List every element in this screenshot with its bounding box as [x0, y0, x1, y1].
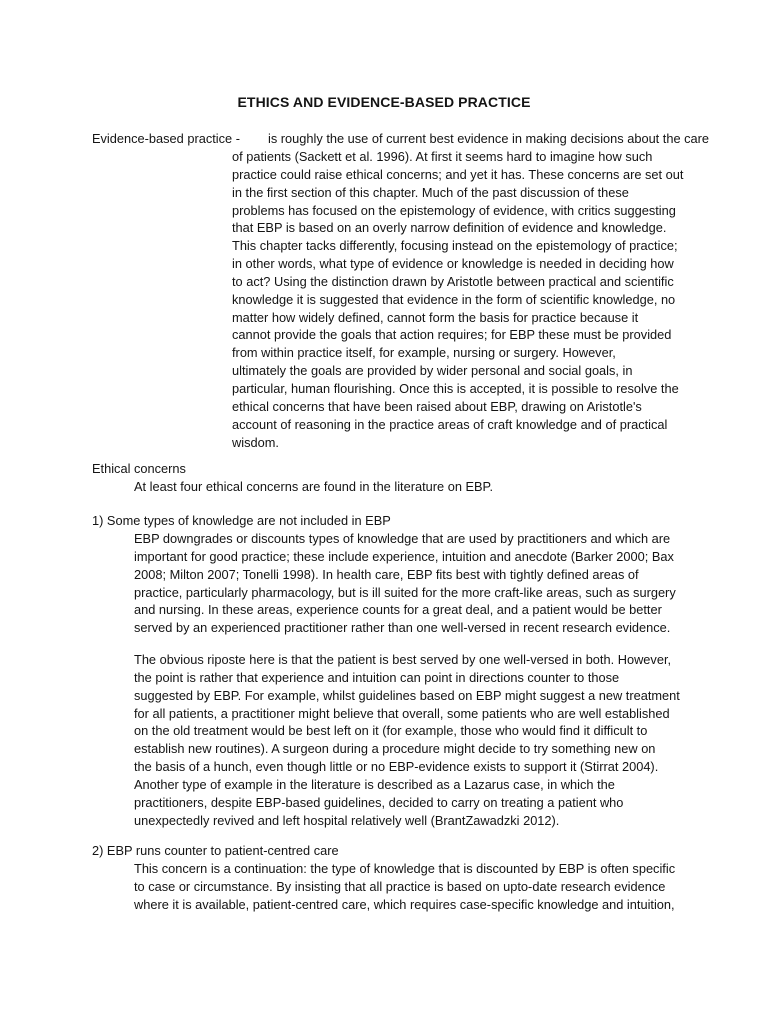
text-line: EBP downgrades or discounts types of knowledge that are used by practitioners and which are [134, 531, 671, 546]
text-line: in other words, what type of evidence or knowledge is needed in deciding how [232, 256, 674, 272]
section-heading-ethical-concerns: Ethical concerns [92, 461, 186, 476]
text-line: This concern is a continuation: the type of knowledge that is discounted by EBP is often specific [134, 861, 676, 876]
text-line: problems has focused on the epistemology of evidence, with critics suggesting [232, 202, 676, 218]
concern1-paragraph-1 [134, 530, 676, 637]
text-line: where it is available, patient-centred care, which requires case-specific knowledge and intuition, [134, 896, 675, 912]
text-line: the point is rather that experience and intuition can point in directions counter to those [134, 669, 620, 685]
text-line: ultimately the goals are provided by wider personal and social goals, in [232, 363, 633, 379]
text-line: important for good practice; these include experience, intuition and anecdote (Barker 2000; Bax [134, 548, 674, 564]
concern1-heading: 1) Some types of knowledge are not included in EBP [92, 513, 391, 528]
document-title: ETHICS AND EVIDENCE-BASED PRACTICE [237, 94, 531, 110]
text-line: to case or circumstance. By insisting that all practice is based on upto-date research evidence [134, 878, 666, 894]
text-line: practice, particularly pharmacology, but is ill suited for the more craft-like areas, such as surgery [134, 584, 676, 600]
text-line: and nursing. In these areas, experience counts for a great deal, and a patient would be better [134, 602, 662, 618]
section-ethical-text: At least four ethical concerns are found in the literature on EBP. [134, 479, 493, 494]
text-line: for all patients, a practitioner might believe that overall, some patients who are well established [134, 705, 670, 721]
text-line: the basis of a hunch, even though little or no EBP-evidence exists to support it (Stirrat 2004). [134, 759, 659, 775]
intro-paragraph [232, 148, 683, 451]
text-line: practice could raise ethical concerns; and yet it has. These concerns are set out [232, 166, 684, 182]
text-line: The obvious riposte here is that the patient is best served by one well-versed in both. However, [134, 652, 672, 667]
text-line: wisdom. [232, 434, 279, 450]
text-line: establish new routines). A surgeon during a procedure might decide to try something new on [134, 741, 656, 757]
text-line: unexpectedly revived and left hospital relatively well (BrantZawadzki 2012). [134, 812, 560, 828]
concern2-paragraph-1 [134, 860, 675, 914]
text-line: knowledge it is suggested that evidence in the form of scientific knowledge, no [232, 291, 676, 307]
text-line: suggested by EBP. For example, whilst guidelines based on EBP might suggest a new treatment [134, 687, 680, 703]
text-line: particular, human flourishing. Once this is accepted, it is possible to resolve the [232, 380, 679, 396]
text-line: in the first section of this chapter. Much of the past discussion of these [232, 184, 629, 200]
concern1-paragraph-2 [134, 651, 680, 829]
text-line: 2008; Milton 2007; Tonelli 1998). In health care, EBP fits best with tightly defined areas of [134, 566, 639, 582]
text-line: on the old treatment would be best left on it (for example, those who would find it difficult to [134, 723, 648, 739]
text-line: Another type of example in the literature is described as a Lazarus case, in which the [134, 776, 615, 792]
intro-term: Evidence-based practice - [92, 131, 240, 146]
text-line: practitioners, despite EBP-based guidelines, decided to carry on treating a patient who [134, 794, 624, 810]
text-line: served by an experienced practitioner rather than one well-versed in recent research evidence. [134, 620, 671, 636]
text-line: cannot provide the goals that action requires; for EBP these must be provided [232, 327, 672, 343]
text-line: This chapter tacks differently, focusing instead on the epistemology of practice; [232, 238, 678, 254]
text-line: from within practice itself, for example, nursing or surgery. However, [232, 345, 616, 361]
text-line: account of reasoning in the practice areas of craft knowledge and of practical [232, 416, 668, 432]
text-line: matter how widely defined, cannot form the basis for practice because it [232, 309, 639, 325]
text-line: that EBP is based on an overly narrow definition of evidence and knowledge. [232, 220, 667, 236]
concern2-heading: 2) EBP runs counter to patient-centred care [92, 843, 339, 858]
intro-first-line: is roughly the use of current best evidence in making decisions about the care [268, 131, 710, 146]
text-line: ethical concerns that have been raised about EBP, drawing on Aristotle's [232, 398, 642, 414]
text-line: of patients (Sackett et al. 1996). At first it seems hard to imagine how such [232, 149, 653, 164]
text-line: to act? Using the distinction drawn by Aristotle between practical and scientific [232, 273, 674, 289]
